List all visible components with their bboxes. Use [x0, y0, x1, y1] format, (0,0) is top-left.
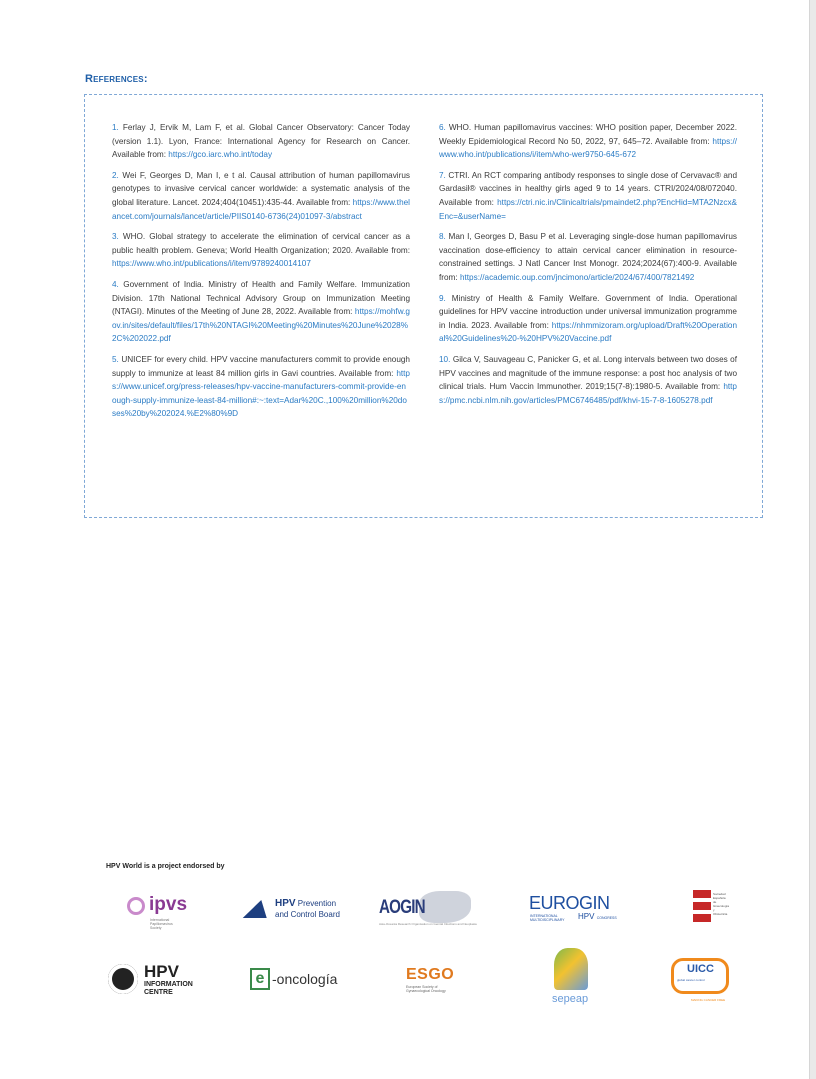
reference-text: WHO. Human papillomavirus vaccines: WHO position paper, December 2022. Weekly Epidemiological Record No 50, 2022, 97, 645–72. Available from: — [439, 123, 737, 146]
eurogin-logo-text: EUROGIN — [529, 893, 610, 913]
reference-text: CTRI. An RCT comparing antibody responses to single dose of Cervavac® and Gardasil® vaccines in healthy girls aged 9 to 14 years. CTRI/2024/08/072040. Available from: — [439, 170, 737, 207]
reference-link[interactable]: https://www.unicef.org/press-releases/hpv-vaccine-manufacturers-commit-provide-enough-supply-immunize-least-84-million#:~:text=Adar%20C.,100%20million%20doses%20by%202024.%E2%80%9D — [112, 368, 410, 419]
uicc-logo-subtitle: global cancer control — [677, 978, 705, 982]
esgo-logo — [406, 966, 466, 1000]
uicc-logo-tagline: MAKING CANCER FREE — [691, 998, 726, 1002]
hpvic-line2: INFORMATION CENTRE — [144, 981, 193, 996]
reference-link[interactable]: https://mohfw.gov.in/sites/default/files/17th%20NTAGI%20Meeting%20Minutes%20June%2028%2C%202022.pdf — [112, 307, 410, 344]
ipvs-logo — [124, 893, 194, 929]
reference-link[interactable]: https://www.who.int/publications/i/item/9789240014107 — [112, 259, 311, 269]
hpvic-line1: HPV — [144, 962, 179, 981]
reference-link[interactable]: https://www.who.int/publications/i/item/who-wer9750-645-672 — [439, 136, 737, 160]
references-column-right — [439, 121, 737, 414]
e-oncologia-logo — [250, 968, 350, 994]
endorsed-label: HPV World is a project endorsed by — [106, 863, 225, 870]
sepeap-logo-text: sepeap — [552, 993, 589, 1005]
reference-link[interactable]: https://nhmmizoram.org/upload/Draft%20Operational%20Guidelines%20-%20HPV%20Vaccine.pdf — [439, 320, 737, 344]
esgo-logo-text: ESGO — [406, 966, 455, 983]
e-oncologia-mark-icon: e — [250, 968, 270, 990]
sego-logo — [693, 890, 730, 928]
uicc-logo — [671, 958, 751, 1006]
reference-number: 8. — [439, 232, 446, 242]
reference-link[interactable]: https://academic.oup.com/jncimono/article/2024/67/400/7821492 — [459, 272, 695, 282]
sego-mark-icon — [693, 890, 711, 922]
reference-item — [112, 121, 410, 162]
reference-item — [112, 230, 410, 271]
sepeap-figure-icon — [554, 948, 588, 990]
sepeap-logo — [548, 948, 594, 1008]
reference-text: Gilca V, Sauvageau C, Panicker G, et al. Long intervals between two doses of HPV vaccines and magnitude of the immune response: a post hoc analysis of two clinical trials. Hum Vaccin Immunother. 2019;15(7-8):1980-5. Available from: — [439, 354, 737, 392]
reference-text: Ministry of Health & Family Welfare. Government of India. Operational guidelines for HPV vaccine introduction under universal immunization programme in India. 2023. Available from: — [439, 293, 738, 330]
reference-item — [112, 278, 410, 346]
reference-number: 7. — [439, 170, 446, 180]
aogin-logo-text: AOGIN — [379, 897, 425, 918]
reference-number: 9. — [439, 293, 446, 303]
reference-item — [439, 230, 737, 284]
hpv-prevention-control-board-logo — [246, 898, 356, 924]
reference-number: 3. — [112, 232, 119, 242]
reference-number: 2. — [112, 170, 119, 180]
reference-number: 4. — [112, 279, 119, 289]
reference-link[interactable]: https://ctri.nic.in/Clinicaltrials/pmaindet2.php?EncHid=MTA2Nzcx&Enc=&userName= — [439, 197, 737, 221]
eurogin-logo — [529, 893, 619, 927]
asia-map-icon — [419, 891, 471, 923]
ipvs-logo-text: ipvs — [149, 894, 188, 915]
reference-item — [112, 353, 410, 421]
reference-text: UNICEF for every child. HPV vaccine manufacturers commit to provide enough supply to immunize at least 84 million girls in Gavi countries. Available from: — [112, 354, 410, 378]
references-heading: References: — [85, 73, 148, 85]
reference-text: Man I, Georges D, Basu P et al. Leveraging single-dose human papillomavirus vaccination dose-efficiency to attain cervical cancer elimination in resource-constrained settings. J Natl Cancer Inst Monogr. 2024;2024(67):400-9. Available from: — [439, 232, 737, 282]
hpvpcb-line2: and Control Board — [275, 910, 340, 919]
uicc-logo-text: UICC — [687, 963, 714, 975]
references-box — [84, 94, 763, 518]
aogin-logo-subtitle: Asia-Oceania Research Organisation on Genital Infections and Neoplasia — [379, 922, 477, 926]
reference-text: Government of India. Ministry of Health and Family Welfare. Immunization Division. 17th National Technical Advisory Group on Immunization Meeting (NTAGI). Minutes of the Meeting of June 28, 2022. Available from: — [112, 279, 410, 317]
reference-item — [439, 292, 737, 346]
eurogin-hpv-text: HPV CONGRESS — [578, 912, 617, 921]
reference-link[interactable]: https://www.thelancet.com/journals/lancet/article/PIIS0140-6736(24)01097-3/abstract — [112, 197, 410, 221]
eurogin-logo-subtitle: INTERNATIONAL MULTIDISCIPLINARY — [530, 914, 565, 922]
globe-icon — [108, 964, 138, 994]
hpvpcb-line1: HPV Prevention — [275, 898, 337, 909]
reference-number: 6. — [439, 123, 446, 132]
reference-text: Wei F, Georges D, Man I, e t al. Causal attribution of human papillomavirus genotypes to invasive cervical cancer worldwide: a systematic analysis of the global literature. Lancet. 2024;404(10451):435-44. Available from: — [112, 170, 410, 207]
hpvpcb-mark-icon — [243, 900, 274, 918]
reference-number: 10. — [439, 354, 451, 364]
ipvs-logo-subtitle: International Papillomavirus Society — [150, 918, 173, 930]
page-edge — [809, 0, 816, 1079]
e-oncologia-text: -oncología — [272, 971, 338, 987]
reference-text: WHO. Global strategy to accelerate the elimination of cervical cancer as a public health problem. Geneva; World Health Organization; 2020. Available from: — [112, 232, 411, 255]
hpv-information-centre-logo — [108, 962, 208, 1000]
reference-link[interactable]: https://pmc.ncbi.nlm.nih.gov/articles/PMC6746485/pdf/khvi-15-7-8-1605278.pdf — [439, 382, 737, 405]
sego-logo-subtitle: Sociedad Española de Ginecología y Obstetricia — [713, 892, 730, 916]
reference-item — [439, 353, 737, 407]
reference-link[interactable]: https://gco.iarc.who.int/today — [168, 150, 273, 160]
reference-item — [439, 121, 737, 162]
reference-item — [439, 169, 737, 223]
reference-text: Ferlay J, Ervik M, Lam F, et al. Global Cancer Observatory: Cancer Today (version 1.1). Lyon, France: International Agency for Research on Cancer. Available from: — [112, 123, 410, 160]
reference-item — [112, 169, 410, 223]
esgo-logo-subtitle: European Society of Gynaecological Oncology — [406, 985, 446, 993]
reference-number: 1. — [112, 123, 119, 132]
references-column-left — [112, 121, 410, 428]
aogin-logo — [379, 889, 477, 929]
ipvs-flower-icon — [127, 897, 145, 915]
reference-number: 5. — [112, 354, 119, 364]
